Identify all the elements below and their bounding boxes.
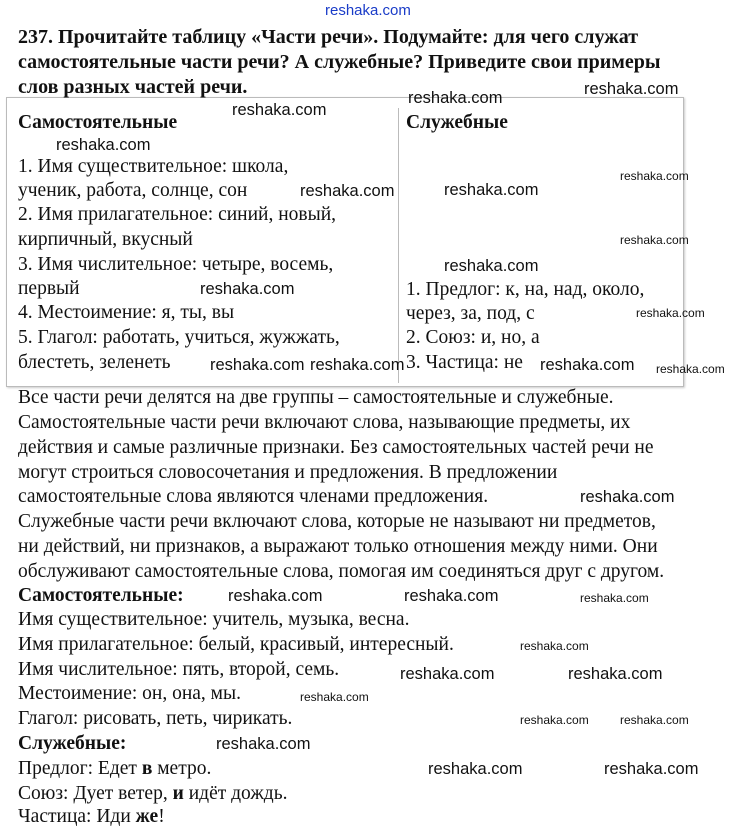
watermark-text: reshaka.com xyxy=(580,488,675,506)
watermark-text: reshaka.com xyxy=(444,257,539,275)
answer-paragraph-line: действия и самые различные признаки. Без самостоятельных частей речи не xyxy=(18,437,654,458)
watermark-text: reshaka.com xyxy=(310,356,405,374)
example-text: Предлог: Едет xyxy=(18,758,142,779)
example-text: Частица: Иди xyxy=(18,806,136,827)
watermark-text: reshaka.com xyxy=(408,89,503,107)
watermark-text: reshaka.com xyxy=(210,356,305,374)
independent-heading: Самостоятельные: xyxy=(18,585,184,606)
table-header-auxiliary: Служебные xyxy=(406,112,508,133)
auxiliary-example xyxy=(18,757,211,781)
auxiliary-example xyxy=(18,805,165,829)
independent-example: Имя прилагательное: белый, красивый, интересный. xyxy=(18,634,454,655)
watermark-text: reshaka.com xyxy=(200,280,295,298)
answer-paragraph-line: Служебные части речи включают слова, которые не называют ни предметов, xyxy=(18,511,656,532)
table-left-line: 5. Глагол: работать, учиться, жужжать, xyxy=(18,327,340,348)
example-text: метро. xyxy=(152,758,212,779)
watermark-text: reshaka.com xyxy=(604,760,699,778)
example-bold-word: же xyxy=(135,806,159,827)
table-left-line: блестеть, зеленеть xyxy=(18,352,171,373)
watermark-text: reshaka.com xyxy=(656,362,725,376)
independent-example: Глагол: рисовать, петь, чирикать. xyxy=(18,708,293,729)
watermark-text: reshaka.com xyxy=(400,665,495,683)
watermark-text: reshaka.com xyxy=(228,587,323,605)
example-bold-word: и xyxy=(172,783,184,804)
watermark-text: reshaka.com xyxy=(56,136,151,154)
watermark-text: reshaka.com xyxy=(428,760,523,778)
independent-example: Местоимение: он, она, мы. xyxy=(18,683,241,704)
table-left-line: 3. Имя числительное: четыре, восемь, xyxy=(18,254,334,275)
example-text: Союз: Дует ветер, xyxy=(18,783,173,804)
table-left-line: первый xyxy=(18,278,80,299)
table-right-line: 3. Частица: не xyxy=(406,352,523,373)
table-left-line: 1. Имя существительное: школа, xyxy=(18,156,289,177)
answer-paragraph-line: ни действий, ни признаков, а выражают только отношения между ними. Они xyxy=(18,536,658,557)
watermark-text: reshaka.com xyxy=(216,735,311,753)
table-right-line: 2. Союз: и, но, а xyxy=(406,327,540,348)
watermark-text: reshaka.com xyxy=(232,101,327,119)
table-left-line: ученик, работа, солнце, сон xyxy=(18,180,248,201)
watermark-text: reshaka.com xyxy=(444,181,539,199)
watermark-text: reshaka.com xyxy=(300,690,369,704)
table-left-line: кирпичный, вкусный xyxy=(18,229,193,250)
answer-paragraph-line: могут строиться словосочетания и предложения. В предложении xyxy=(18,462,558,483)
watermark-text: reshaka.com xyxy=(620,169,689,183)
table-left-line: 2. Имя прилагательное: синий, новый, xyxy=(18,204,337,225)
watermark-text: reshaka.com xyxy=(568,665,663,683)
auxiliary-heading: Служебные: xyxy=(18,733,127,754)
watermark-text: reshaka.com xyxy=(636,306,705,320)
table-right-line: через, за, под, с xyxy=(406,303,535,324)
table-column-divider xyxy=(398,108,399,383)
task-title-line: самостоятельные части речи? А служебные? Приведите свои примеры xyxy=(18,51,661,73)
task-title-line: слов разных частей речи. xyxy=(18,76,248,98)
watermark-text: reshaka.com xyxy=(520,713,589,727)
watermark-text: reshaka.com xyxy=(540,356,635,374)
example-bold-word: в xyxy=(141,758,153,779)
watermark-text: reshaka.com xyxy=(584,80,679,98)
answer-paragraph-line: самостоятельные слова являются членами предложения. xyxy=(18,486,489,507)
watermark-text: reshaka.com xyxy=(520,639,589,653)
watermark-text: reshaka.com xyxy=(620,713,689,727)
answer-paragraph-line: Самостоятельные части речи включают слова, называющие предметы, их xyxy=(18,412,631,433)
table-left-line: 4. Местоимение: я, ты, вы xyxy=(18,302,235,323)
watermark-text: reshaka.com xyxy=(580,591,649,605)
watermark-text: reshaka.com xyxy=(620,233,689,247)
watermark-text: reshaka.com xyxy=(325,2,411,19)
example-text: ! xyxy=(158,806,165,827)
auxiliary-example xyxy=(18,782,287,806)
watermark-text: reshaka.com xyxy=(300,182,395,200)
table-header-independent: Самостоятельные xyxy=(18,112,178,133)
example-text: идёт дождь. xyxy=(183,783,288,804)
watermark-text: reshaka.com xyxy=(404,587,499,605)
independent-example: Имя числительное: пять, второй, семь. xyxy=(18,659,340,680)
task-title-line: 237. Прочитайте таблицу «Части речи». Подумайте: для чего служат xyxy=(18,26,639,48)
answer-paragraph-line: Все части речи делятся на две группы – самостоятельные и служебные. xyxy=(18,387,614,408)
table-right-line: 1. Предлог: к, на, над, около, xyxy=(406,279,645,300)
answer-paragraph-line: обслуживают самостоятельные слова, помогая им соединяться друг с другом. xyxy=(18,561,665,582)
independent-example: Имя существительное: учитель, музыка, весна. xyxy=(18,609,410,630)
